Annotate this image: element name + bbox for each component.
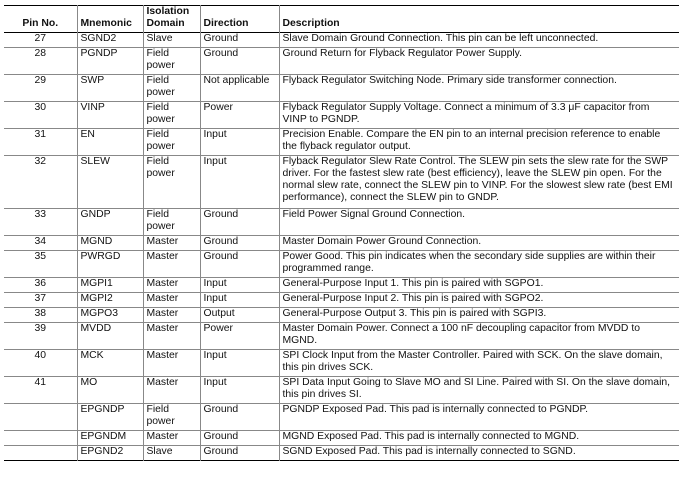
cell-domain: Field power [143, 404, 200, 431]
table-row [4, 156, 679, 209]
cell-domain: Master [143, 323, 200, 350]
cell-direction: Ground [200, 48, 279, 75]
cell-domain: Field power [143, 209, 200, 236]
cell-description: Ground Return for Flyback Regulator Power Supply. [279, 48, 679, 75]
cell-pin: 32 [34, 156, 47, 167]
cell-mnemonic: EN [77, 129, 143, 156]
cell-mnemonic: EPGNDM [77, 431, 143, 446]
cell-pin: 34 [34, 236, 47, 247]
cell-domain: Master [143, 236, 200, 251]
cell-direction: Not applicable [200, 75, 279, 102]
table-row [4, 129, 679, 156]
cell-pin [4, 446, 77, 461]
cell-pin [4, 431, 77, 446]
cell-direction: Ground [200, 209, 279, 236]
table-row [4, 431, 679, 446]
table-row [4, 209, 679, 236]
cell-direction: Input [200, 129, 279, 156]
header-direction: Direction [200, 6, 279, 33]
cell-description: Slave Domain Ground Connection. This pin can be left unconnected. [279, 33, 679, 48]
table-row [4, 293, 679, 308]
cell-mnemonic: MO [77, 377, 143, 404]
cell-pin: 30 [34, 102, 47, 113]
cell-mnemonic: PWRGD [77, 251, 143, 278]
cell-description: PGNDP Exposed Pad. This pad is internally connected to PGNDP. [279, 404, 679, 431]
header-isolation-domain [143, 6, 200, 33]
cell-mnemonic: EPGND2 [77, 446, 143, 461]
pin-function-table [4, 5, 679, 461]
cell-description: General-Purpose Input 1. This pin is paired with SGPO1. [279, 278, 679, 293]
cell-mnemonic: MGPI2 [77, 293, 143, 308]
cell-mnemonic: MGPI1 [77, 278, 143, 293]
cell-description: Master Domain Power Ground Connection. [279, 236, 679, 251]
cell-description: General-Purpose Output 3. This pin is paired with SGPI3. [279, 308, 679, 323]
cell-pin: 29 [34, 75, 47, 86]
cell-direction: Input [200, 350, 279, 377]
cell-domain: Master [143, 431, 200, 446]
cell-mnemonic: MCK [77, 350, 143, 377]
cell-domain: Field power [143, 129, 200, 156]
cell-mnemonic: MGND [77, 236, 143, 251]
header-mnemonic: Mnemonic [77, 6, 143, 33]
cell-direction: Ground [200, 251, 279, 278]
cell-direction: Ground [200, 404, 279, 431]
header-isolation-line2: Domain [146, 18, 185, 29]
cell-domain: Field power [143, 102, 200, 129]
cell-pin: 41 [34, 377, 47, 388]
cell-domain: Field power [143, 75, 200, 102]
cell-domain: Slave [143, 446, 200, 461]
header-pin-no: Pin No. [22, 18, 59, 29]
cell-mnemonic: PGNDP [77, 48, 143, 75]
cell-pin: 36 [34, 278, 47, 289]
cell-pin: 31 [34, 129, 47, 140]
table-row [4, 323, 679, 350]
table-row [4, 102, 679, 129]
cell-pin: 37 [34, 293, 47, 304]
table-row [4, 350, 679, 377]
cell-mnemonic: VINP [77, 102, 143, 129]
cell-domain: Master [143, 350, 200, 377]
table-row [4, 308, 679, 323]
cell-mnemonic: SLEW [77, 156, 143, 209]
cell-domain: Slave [143, 33, 200, 48]
cell-mnemonic: GNDP [77, 209, 143, 236]
table-row [4, 377, 679, 404]
cell-mnemonic: MGPO3 [77, 308, 143, 323]
table-row [4, 33, 679, 48]
cell-pin: 28 [34, 48, 47, 59]
cell-direction: Power [200, 102, 279, 129]
cell-direction: Input [200, 293, 279, 308]
table-row [4, 446, 679, 461]
cell-mnemonic: SWP [77, 75, 143, 102]
cell-description: Power Good. This pin indicates when the secondary side supplies are within their programmed range. [279, 251, 679, 278]
cell-direction: Input [200, 156, 279, 209]
pin-function-table-container [4, 5, 679, 461]
cell-description: Master Domain Power. Connect a 100 nF decoupling capacitor from MVDD to MGND. [279, 323, 679, 350]
table-row [4, 75, 679, 102]
cell-domain: Master [143, 278, 200, 293]
cell-mnemonic: MVDD [77, 323, 143, 350]
table-row [4, 278, 679, 293]
cell-direction: Ground [200, 446, 279, 461]
cell-description: Flyback Regulator Switching Node. Primary side transformer connection. [279, 75, 679, 102]
cell-direction: Ground [200, 33, 279, 48]
table-row [4, 251, 679, 278]
cell-domain: Master [143, 308, 200, 323]
cell-domain: Master [143, 293, 200, 308]
cell-description: SPI Data Input Going to Slave MO and SI Line. Paired with SI. On the slave domain, this pin drives SI. [279, 377, 679, 404]
table-row [4, 404, 679, 431]
cell-direction: Output [200, 308, 279, 323]
cell-direction: Ground [200, 236, 279, 251]
cell-description: Flyback Regulator Slew Rate Control. The SLEW pin sets the slew rate for the SWP driver. For the fastest slew rate (best efficiency), leave the SLEW pin open. For the normal slew rate, connect the SLEW pin to VINP. For the slowest slew rate (best EMI performance), connect the SLEW pin to GNDP. [279, 156, 679, 209]
cell-direction: Input [200, 278, 279, 293]
cell-description: Precision Enable. Compare the EN pin to an internal precision reference to enable the flyback regulator output. [279, 129, 679, 156]
cell-direction: Input [200, 377, 279, 404]
cell-direction: Ground [200, 431, 279, 446]
cell-domain: Master [143, 251, 200, 278]
cell-description: Field Power Signal Ground Connection. [279, 209, 679, 236]
cell-pin: 35 [34, 251, 47, 262]
cell-description: SGND Exposed Pad. This pad is internally connected to SGND. [279, 446, 679, 461]
cell-description: Flyback Regulator Supply Voltage. Connect a minimum of 3.3 μF capacitor from VINP to PGNDP. [279, 102, 679, 129]
cell-pin: 40 [34, 350, 47, 361]
header-description: Description [279, 6, 679, 33]
cell-pin: 39 [34, 323, 47, 334]
cell-domain: Field power [143, 156, 200, 209]
cell-pin: 27 [34, 33, 47, 44]
cell-domain: Master [143, 377, 200, 404]
cell-description: SPI Clock Input from the Master Controller. Paired with SCK. On the slave domain, this pin drives SCK. [279, 350, 679, 377]
cell-mnemonic: SGND2 [77, 33, 143, 48]
cell-direction: Power [200, 323, 279, 350]
table-row [4, 236, 679, 251]
cell-pin: 38 [34, 308, 47, 319]
cell-pin [4, 404, 77, 431]
table-row [4, 48, 679, 75]
table-header-row [4, 6, 679, 33]
cell-domain: Field power [143, 48, 200, 75]
header-isolation-line1: Isolation [146, 6, 190, 17]
cell-mnemonic: EPGNDP [77, 404, 143, 431]
cell-description: General-Purpose Input 2. This pin is paired with SGPO2. [279, 293, 679, 308]
cell-pin: 33 [34, 209, 47, 220]
cell-description: MGND Exposed Pad. This pad is internally connected to MGND. [279, 431, 679, 446]
